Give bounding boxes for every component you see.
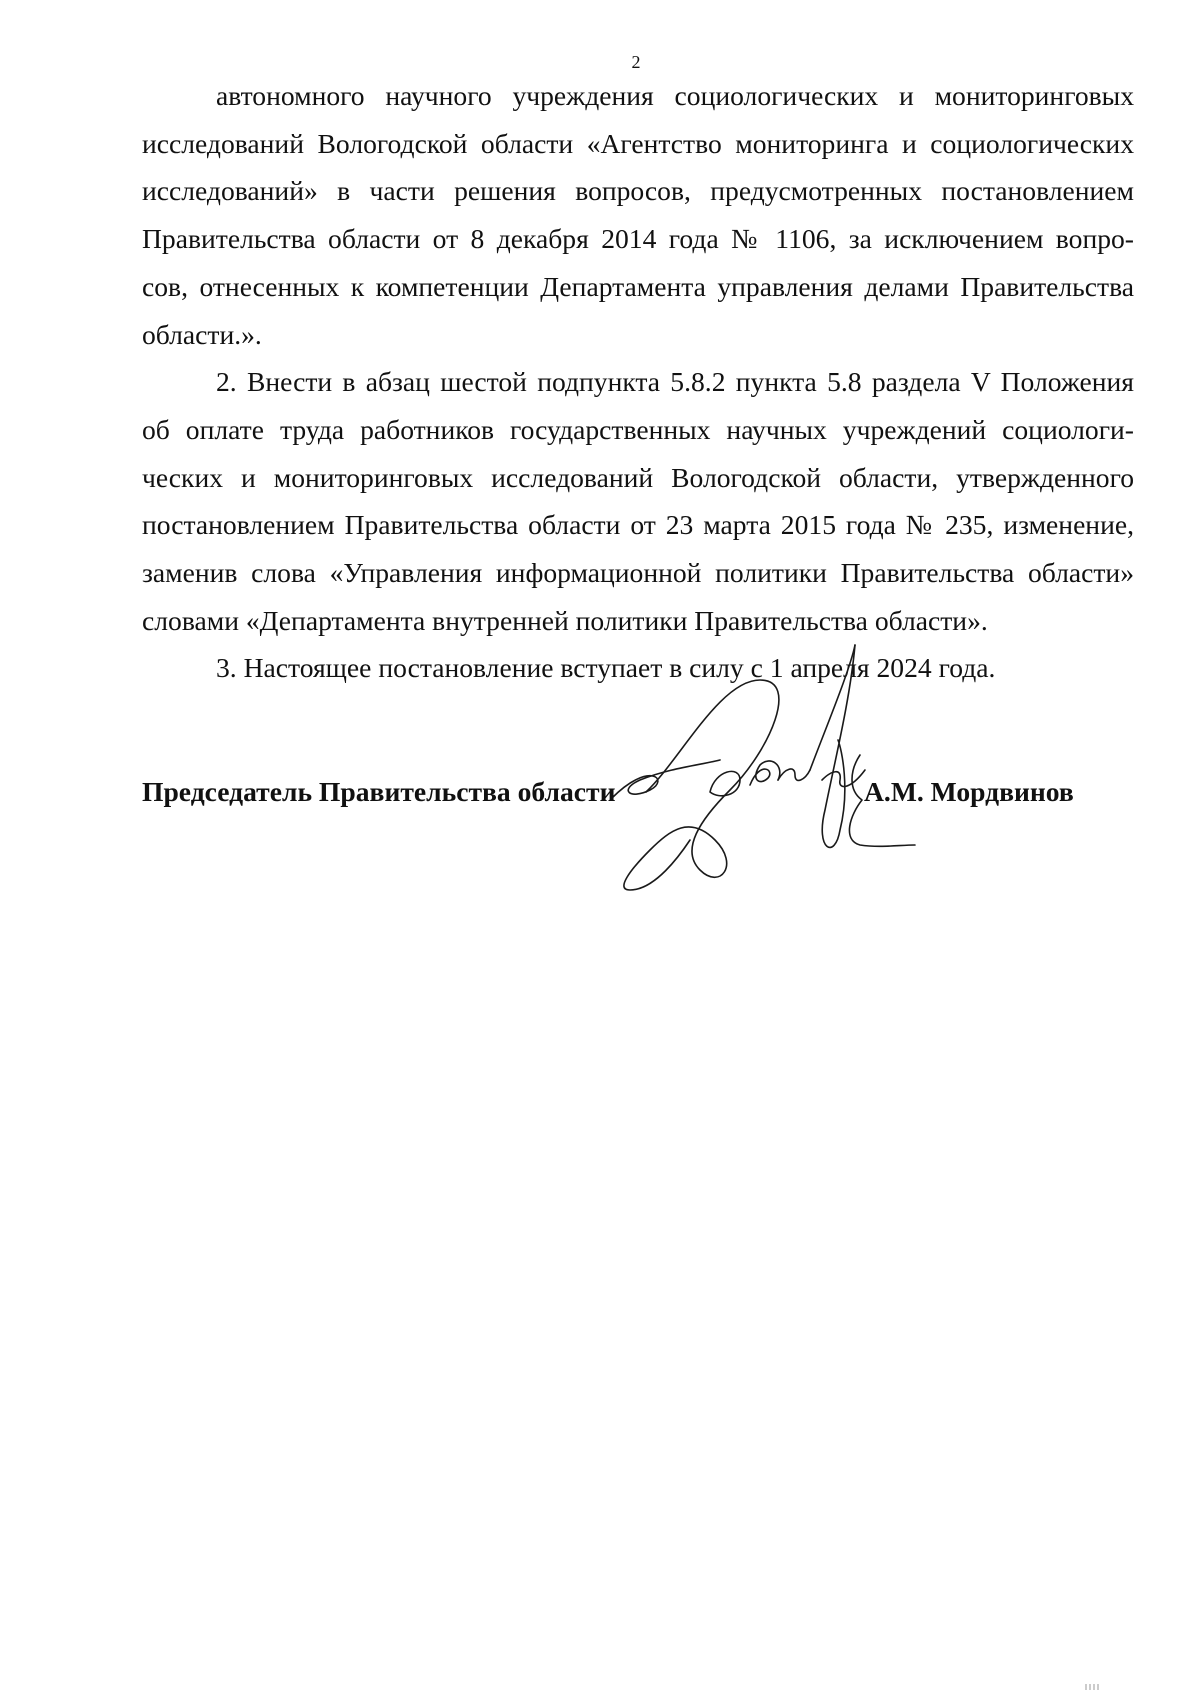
signatory-title: Председатель Правительства области: [142, 776, 616, 807]
text-line: 3. Настоящее постановление вступает в силу с 1 апреля 2024 года.: [216, 652, 996, 684]
text-line: сов, отнесенных к компетенции Департамента управления делами Правительства: [142, 270, 1134, 302]
text-line: 2. Внести в абзац шестой подпункта 5.8.2 пункта 5.8 раздела V Положения: [216, 366, 1134, 398]
text-line: исследований» в части решения вопросов, предусмотренных постановлением: [142, 175, 1134, 207]
scan-artifact: [1084, 1684, 1104, 1690]
text-line: автономного научного учреждения социологических и мониторинговых: [216, 80, 1134, 111]
text-line: исследований Вологодской области «Агентство мониторинга и социологических: [142, 127, 1134, 159]
text-line: словами «Департамента внутренней политики Правительства области».: [142, 604, 988, 636]
text-line: об оплате труда работников государственных научных учреждений социологи-: [142, 413, 1134, 445]
paragraph-item-2: [142, 358, 1134, 644]
paragraph-continuation: [142, 72, 1134, 358]
text-line: постановлением Правительства области от 23 марта 2015 года № 235, изменение,: [142, 509, 1134, 541]
signatory-name: А.М. Мордвинов: [864, 776, 1074, 807]
page-number: 2: [631, 52, 641, 72]
document-body: [142, 72, 1134, 692]
text-line: заменив слова «Управления информационной политики Правительства области»: [142, 557, 1134, 589]
text-line: Правительства области от 8 декабря 2014 года № 1106, за исключением вопро-: [142, 223, 1134, 255]
text-line: ческих и мониторинговых исследований Вологодской области, утвержденного: [142, 461, 1134, 493]
text-line: области.».: [142, 318, 262, 350]
signature-block: [142, 776, 1090, 816]
